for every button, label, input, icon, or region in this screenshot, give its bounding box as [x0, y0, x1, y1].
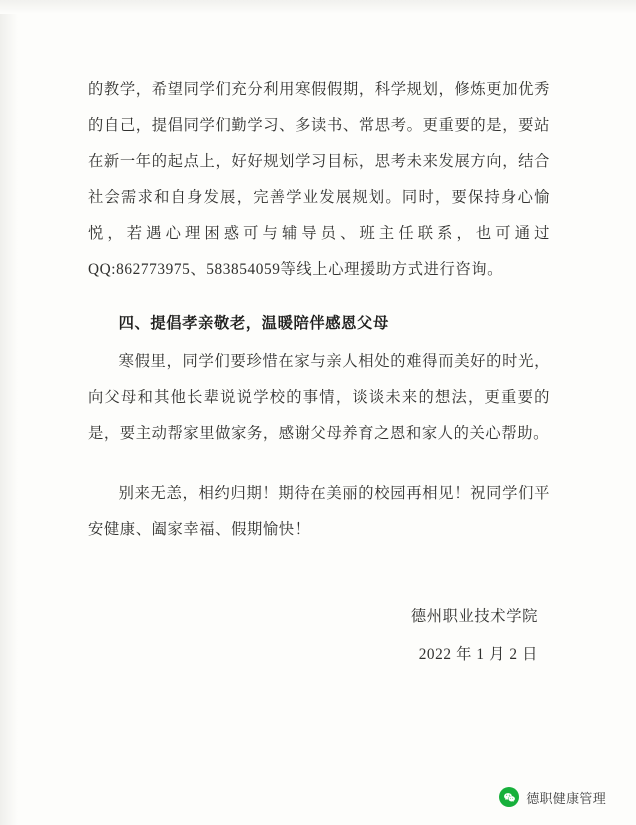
paragraph-family-time: 寒假里，同学们要珍惜在家与亲人相处的难得而美好的时光，向父母和其他长辈说说学校的事情，谈谈未来的想法，更重要的是，要主动帮家里做家务，感谢父母养育之恩和家人的关心帮助。	[88, 353, 550, 442]
page-edge-shadow-left	[0, 0, 18, 825]
wechat-account-badge[interactable]	[499, 787, 606, 807]
section-heading-four: 四、提倡孝亲敬老，温暖陪伴感恩父母	[118, 315, 389, 332]
wechat-account-name: 德职健康管理	[526, 790, 606, 806]
spacer	[88, 454, 550, 476]
signature-organization: 德州职业技术学院	[410, 608, 538, 625]
page-edge-shadow-top	[0, 0, 636, 14]
spacer	[88, 290, 550, 300]
paragraph-continued: 的教学，希望同学们充分利用寒假假期，科学规划，修炼更加优秀的自己，提倡同学们勤学习、多读书、常思考。更重要的是，要站在新一年的起点上，好好规划学习目标，思考未来发展方向，结合社会需求和自身发展，完善学业发展规划。同时，要保持身心愉悦，若遇心理困惑可与辅导员、班主任联系，也可通过QQ:862773975、583854059等线上心理援助方式进行咨询。	[88, 81, 550, 278]
paragraph-closing-wishes: 别来无恙，相约归期！期待在美丽的校园再相见！祝同学们平安健康、阖家幸福、假期愉快！	[88, 485, 550, 538]
signature-date: 2022 年 1 月 2 日	[418, 646, 538, 663]
page-footer	[0, 787, 636, 807]
signature-block	[88, 600, 550, 672]
document-body	[88, 72, 550, 676]
wechat-icon	[499, 787, 519, 807]
